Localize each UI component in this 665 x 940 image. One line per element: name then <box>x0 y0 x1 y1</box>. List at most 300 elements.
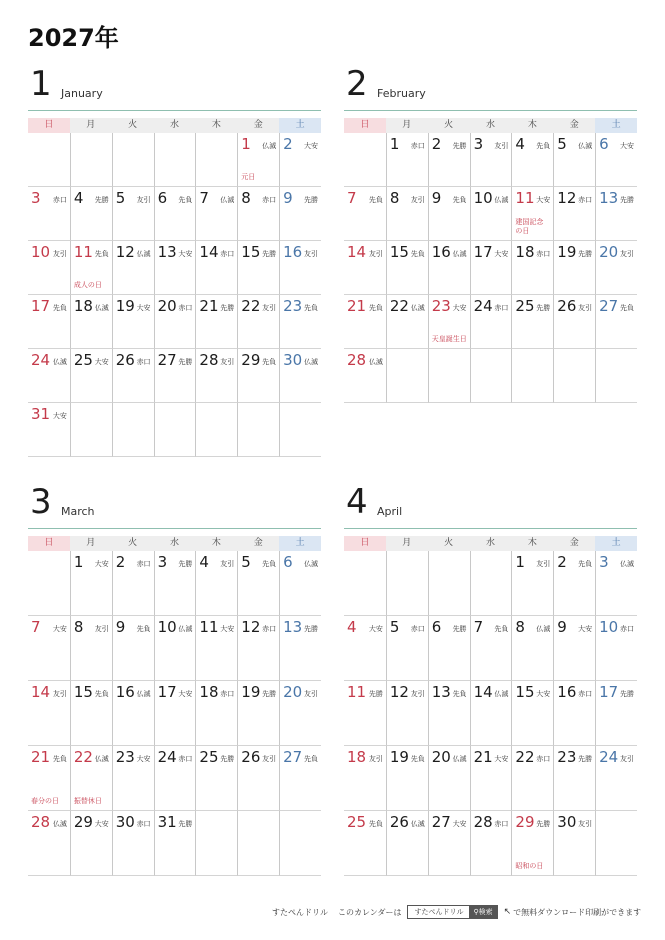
rokuyo-label: 仏滅 <box>52 358 67 366</box>
day-cell <box>154 746 196 811</box>
day-number: 11 <box>73 243 93 261</box>
day-number: 25 <box>199 748 219 766</box>
day-cell <box>28 616 70 681</box>
rokuyo-label: 仏滅 <box>136 690 151 698</box>
empty-cell <box>195 811 237 876</box>
day-cell <box>70 349 112 403</box>
weekday-sat: 土 <box>595 118 637 133</box>
day-cell <box>344 187 386 241</box>
day-number: 25 <box>515 297 535 315</box>
month-number: 4 <box>346 482 368 522</box>
weekday-tue: 火 <box>428 536 470 551</box>
day-number: 21 <box>347 297 367 315</box>
month-header <box>28 64 321 111</box>
rokuyo-label: 大安 <box>494 250 509 258</box>
rokuyo-label: 友引 <box>262 304 277 312</box>
day-cell <box>553 746 595 811</box>
day-number: 22 <box>389 297 409 315</box>
day-number: 10 <box>599 618 619 636</box>
day-number: 8 <box>73 618 84 636</box>
day-number: 16 <box>115 683 135 701</box>
day-cell <box>344 241 386 295</box>
rokuyo-label: 先負 <box>262 358 277 366</box>
day-cell <box>428 616 470 681</box>
day-cell <box>511 187 553 241</box>
weekday-fri: 金 <box>237 118 279 133</box>
day-number: 26 <box>241 748 261 766</box>
weekday-mon: 月 <box>70 118 112 133</box>
day-cell <box>470 133 512 187</box>
day-number: 6 <box>599 135 609 153</box>
day-cell <box>553 133 595 187</box>
day-cell <box>386 133 428 187</box>
day-number: 8 <box>241 189 251 207</box>
rokuyo-label: 先勝 <box>262 690 277 698</box>
day-cell <box>511 811 553 876</box>
day-number: 11 <box>199 618 219 636</box>
day-number: 28 <box>31 813 51 831</box>
day-number: 7 <box>199 189 209 207</box>
day-cell <box>511 295 553 349</box>
day-cell <box>237 349 279 403</box>
day-cell <box>553 551 595 616</box>
rokuyo-label: 大安 <box>136 755 151 763</box>
rokuyo-label: 先勝 <box>578 250 593 258</box>
day-number: 12 <box>241 618 261 636</box>
rokuyo-label: 大安 <box>620 142 634 150</box>
rokuyo-label: 仏滅 <box>136 250 151 258</box>
rokuyo-label: 先負 <box>452 690 467 698</box>
day-number: 24 <box>31 351 51 369</box>
footer-prefix: このカレンダーは <box>338 907 402 917</box>
day-number: 26 <box>115 351 135 369</box>
day-cell <box>112 746 154 811</box>
rokuyo-label: 友引 <box>578 820 593 828</box>
day-cell <box>511 241 553 295</box>
rokuyo-label: 仏滅 <box>452 755 467 763</box>
footer-suffix: で無料ダウンロード印刷ができます <box>513 907 642 917</box>
day-cell <box>154 241 196 295</box>
rokuyo-label: 友引 <box>368 755 383 763</box>
footer-search-button[interactable] <box>469 906 496 918</box>
day-number: 26 <box>557 297 577 315</box>
day-cell <box>595 746 637 811</box>
weekday-sat: 土 <box>279 118 321 133</box>
rokuyo-label: 先負 <box>304 304 318 312</box>
footer <box>272 905 641 919</box>
day-number: 23 <box>115 748 135 766</box>
day-number: 22 <box>241 297 261 315</box>
day-cell <box>279 295 321 349</box>
weekday-fri: 金 <box>553 118 595 133</box>
day-number: 2 <box>431 135 442 153</box>
day-number: 7 <box>473 618 484 636</box>
weekday-wed: 水 <box>154 118 196 133</box>
day-number: 12 <box>389 683 409 701</box>
rokuyo-label: 赤口 <box>410 142 425 150</box>
day-number: 23 <box>431 297 451 315</box>
weekday-sat: 土 <box>595 536 637 551</box>
rokuyo-label: 先勝 <box>178 560 193 568</box>
day-cell <box>70 187 112 241</box>
day-cell <box>70 295 112 349</box>
day-cell <box>28 403 70 457</box>
rokuyo-label: 仏滅 <box>620 560 634 568</box>
rokuyo-label: 先負 <box>52 304 67 312</box>
weekday-thu: 木 <box>511 536 553 551</box>
day-cell <box>112 349 154 403</box>
day-cell <box>553 616 595 681</box>
holiday-label: 昭和の日 <box>515 862 544 870</box>
weekday-wed: 水 <box>470 536 512 551</box>
day-cell <box>511 551 553 616</box>
day-cell <box>511 681 553 746</box>
rokuyo-label: 先勝 <box>536 304 551 312</box>
day-number: 21 <box>31 748 51 766</box>
rokuyo-label: 友引 <box>52 690 67 698</box>
calendar-grid <box>344 133 637 403</box>
day-number: 31 <box>157 813 177 831</box>
rokuyo-label: 先負 <box>620 304 634 312</box>
day-cell <box>237 746 279 811</box>
day-number: 22 <box>515 748 535 766</box>
day-cell <box>470 241 512 295</box>
day-number: 20 <box>599 243 619 261</box>
month-number: 2 <box>346 64 368 104</box>
day-number: 3 <box>157 553 168 571</box>
rokuyo-label: 先勝 <box>262 250 277 258</box>
day-number: 16 <box>283 243 303 261</box>
rokuyo-label: 先勝 <box>452 625 467 633</box>
empty-cell <box>154 133 196 187</box>
day-number: 4 <box>73 189 84 207</box>
day-cell <box>28 349 70 403</box>
weekday-header-row <box>28 118 321 133</box>
rokuyo-label: 先勝 <box>304 625 318 633</box>
day-cell <box>112 241 154 295</box>
day-number: 20 <box>157 297 177 315</box>
empty-cell <box>195 403 237 457</box>
empty-cell <box>195 133 237 187</box>
day-number: 1 <box>73 553 84 571</box>
rokuyo-label: 先負 <box>452 196 467 204</box>
rokuyo-label: 仏滅 <box>452 250 467 258</box>
day-cell <box>279 681 321 746</box>
day-cell <box>344 681 386 746</box>
rokuyo-label: 友引 <box>620 755 634 763</box>
empty-cell <box>553 349 595 403</box>
calendar-grid <box>28 133 321 457</box>
day-cell <box>428 746 470 811</box>
empty-cell <box>237 403 279 457</box>
rokuyo-label: 仏滅 <box>94 755 109 763</box>
rokuyo-label: 仏滅 <box>410 304 425 312</box>
day-cell <box>112 811 154 876</box>
empty-cell <box>28 133 70 187</box>
day-cell <box>154 616 196 681</box>
day-number: 7 <box>347 189 357 207</box>
day-number: 24 <box>599 748 619 766</box>
weekday-fri: 金 <box>237 536 279 551</box>
weekday-thu: 木 <box>511 118 553 133</box>
empty-cell <box>70 403 112 457</box>
weekday-thu: 木 <box>195 118 237 133</box>
rokuyo-label: 先負 <box>578 560 593 568</box>
day-number: 28 <box>347 351 367 369</box>
day-number: 12 <box>557 189 577 207</box>
day-cell <box>511 746 553 811</box>
rokuyo-label: 赤口 <box>220 250 235 258</box>
day-cell <box>386 811 428 876</box>
day-cell <box>154 811 196 876</box>
rokuyo-label: 仏滅 <box>494 690 509 698</box>
day-cell <box>279 746 321 811</box>
day-cell <box>470 811 512 876</box>
day-number: 10 <box>473 189 493 207</box>
rokuyo-label: 仏滅 <box>52 820 67 828</box>
day-cell <box>154 295 196 349</box>
year-title: 2027年 <box>28 24 119 52</box>
weekday-tue: 火 <box>112 118 154 133</box>
day-cell <box>195 551 237 616</box>
day-cell <box>553 811 595 876</box>
day-number: 19 <box>389 748 409 766</box>
day-cell <box>553 295 595 349</box>
rokuyo-label: 先勝 <box>620 690 634 698</box>
day-number: 26 <box>389 813 409 831</box>
day-number: 4 <box>347 618 357 636</box>
rokuyo-label: 大安 <box>178 690 193 698</box>
rokuyo-label: 大安 <box>368 625 383 633</box>
rokuyo-label: 友引 <box>578 304 593 312</box>
rokuyo-label: 大安 <box>94 560 109 568</box>
empty-cell <box>112 403 154 457</box>
day-cell <box>70 746 112 811</box>
month-header <box>344 482 637 529</box>
weekday-sun: 日 <box>28 118 70 133</box>
day-number: 22 <box>73 748 93 766</box>
weekday-sun: 日 <box>344 536 386 551</box>
day-cell <box>386 616 428 681</box>
rokuyo-label: 大安 <box>452 304 467 312</box>
day-cell <box>112 616 154 681</box>
rokuyo-label: 先勝 <box>178 358 193 366</box>
day-cell <box>237 681 279 746</box>
day-number: 27 <box>431 813 451 831</box>
day-number: 5 <box>389 618 400 636</box>
day-number: 18 <box>199 683 219 701</box>
rokuyo-label: 先負 <box>368 196 383 204</box>
day-number: 23 <box>557 748 577 766</box>
rokuyo-label: 友引 <box>304 690 318 698</box>
day-number: 10 <box>31 243 51 261</box>
rokuyo-label: 友引 <box>368 250 383 258</box>
day-cell <box>195 681 237 746</box>
footer-search-text: すたぺんドリル <box>414 908 464 916</box>
rokuyo-label: 大安 <box>536 690 551 698</box>
rokuyo-label: 先負 <box>494 625 509 633</box>
empty-cell <box>344 133 386 187</box>
calendar-grid <box>28 551 321 876</box>
rokuyo-label: 赤口 <box>178 755 193 763</box>
rokuyo-label: 赤口 <box>136 358 151 366</box>
footer-site-name: すたぺんドリル <box>272 907 328 917</box>
month-header <box>344 64 637 111</box>
empty-cell <box>595 349 637 403</box>
empty-cell <box>428 349 470 403</box>
day-number: 5 <box>115 189 126 207</box>
weekday-tue: 火 <box>112 536 154 551</box>
day-number: 8 <box>389 189 400 207</box>
day-number: 3 <box>599 553 609 571</box>
weekday-fri: 金 <box>553 536 595 551</box>
day-cell <box>470 616 512 681</box>
day-cell <box>344 746 386 811</box>
day-number: 9 <box>115 618 126 636</box>
weekday-mon: 月 <box>386 536 428 551</box>
empty-cell <box>154 403 196 457</box>
day-cell <box>470 295 512 349</box>
day-cell <box>428 187 470 241</box>
day-number: 13 <box>157 243 177 261</box>
rokuyo-label: 先勝 <box>94 196 109 204</box>
footer-search-button-label: 検索 <box>478 908 493 916</box>
day-cell <box>195 187 237 241</box>
day-number: 27 <box>599 297 619 315</box>
rokuyo-label: 仏滅 <box>578 142 593 150</box>
day-cell <box>195 241 237 295</box>
day-cell <box>70 681 112 746</box>
day-number: 23 <box>283 297 303 315</box>
day-number: 17 <box>31 297 51 315</box>
rokuyo-label: 先負 <box>94 250 109 258</box>
day-cell <box>70 811 112 876</box>
footer-search-box[interactable] <box>407 905 497 919</box>
month-april <box>344 482 637 876</box>
rokuyo-label: 友引 <box>620 250 634 258</box>
rokuyo-label: 赤口 <box>262 196 277 204</box>
rokuyo-label: 赤口 <box>220 690 235 698</box>
day-cell <box>595 616 637 681</box>
day-number: 7 <box>31 618 41 636</box>
day-number: 12 <box>115 243 135 261</box>
day-number: 27 <box>283 748 303 766</box>
day-cell <box>237 241 279 295</box>
day-number: 30 <box>557 813 577 831</box>
day-cell <box>28 295 70 349</box>
rokuyo-label: 先勝 <box>536 820 551 828</box>
rokuyo-label: 仏滅 <box>304 358 318 366</box>
day-cell <box>428 295 470 349</box>
day-number: 1 <box>389 135 400 153</box>
day-number: 5 <box>557 135 567 153</box>
rokuyo-label: 先勝 <box>452 142 467 150</box>
rokuyo-label: 先負 <box>178 196 193 204</box>
day-number: 15 <box>241 243 261 261</box>
day-number: 16 <box>431 243 451 261</box>
rokuyo-label: 先負 <box>52 755 67 763</box>
rokuyo-label: 赤口 <box>620 625 634 633</box>
day-number: 6 <box>431 618 442 636</box>
rokuyo-label: 先負 <box>410 250 425 258</box>
rokuyo-label: 仏滅 <box>368 358 383 366</box>
day-cell <box>195 295 237 349</box>
weekday-tue: 火 <box>428 118 470 133</box>
day-cell <box>112 681 154 746</box>
day-cell <box>195 616 237 681</box>
day-number: 18 <box>347 748 367 766</box>
day-cell <box>279 241 321 295</box>
day-number: 24 <box>157 748 177 766</box>
day-number: 29 <box>73 813 93 831</box>
day-cell <box>70 551 112 616</box>
rokuyo-label: 先負 <box>304 755 318 763</box>
rokuyo-label: 友引 <box>304 250 318 258</box>
day-number: 5 <box>241 553 251 571</box>
rokuyo-label: 友引 <box>220 358 235 366</box>
month-name: February <box>377 87 426 100</box>
weekday-sat: 土 <box>279 536 321 551</box>
rokuyo-label: 大安 <box>536 196 551 204</box>
day-cell <box>279 187 321 241</box>
day-cell <box>28 187 70 241</box>
day-cell <box>112 187 154 241</box>
day-cell <box>154 681 196 746</box>
day-number: 15 <box>515 683 535 701</box>
rokuyo-label: 赤口 <box>578 196 593 204</box>
day-cell <box>428 681 470 746</box>
day-number: 21 <box>473 748 493 766</box>
rokuyo-label: 先勝 <box>304 196 318 204</box>
rokuyo-label: 赤口 <box>52 196 67 204</box>
rokuyo-label: 赤口 <box>578 690 593 698</box>
rokuyo-label: 友引 <box>536 560 551 568</box>
month-february <box>344 64 637 403</box>
rokuyo-label: 先負 <box>368 820 383 828</box>
day-number: 28 <box>473 813 493 831</box>
day-number: 19 <box>241 683 261 701</box>
day-number: 14 <box>347 243 367 261</box>
month-number: 1 <box>30 64 52 104</box>
day-cell <box>237 295 279 349</box>
day-cell <box>428 133 470 187</box>
day-cell <box>237 133 279 187</box>
rokuyo-label: 大安 <box>94 358 109 366</box>
empty-cell <box>279 811 321 876</box>
day-cell <box>237 551 279 616</box>
rokuyo-label: 大安 <box>494 755 509 763</box>
day-cell <box>428 241 470 295</box>
day-number: 25 <box>73 351 93 369</box>
day-number: 3 <box>473 135 484 153</box>
day-number: 2 <box>115 553 126 571</box>
day-cell <box>154 349 196 403</box>
day-cell <box>279 349 321 403</box>
rokuyo-label: 赤口 <box>262 625 277 633</box>
rokuyo-label: 友引 <box>52 250 67 258</box>
rokuyo-label: 友引 <box>410 690 425 698</box>
day-number: 31 <box>31 405 51 423</box>
rokuyo-label: 仏滅 <box>410 820 425 828</box>
rokuyo-label: 大安 <box>220 625 235 633</box>
empty-cell <box>386 349 428 403</box>
rokuyo-label: 先勝 <box>368 690 383 698</box>
day-cell <box>470 681 512 746</box>
empty-cell <box>344 551 386 616</box>
empty-cell <box>386 551 428 616</box>
month-january <box>28 64 321 457</box>
rokuyo-label: 先負 <box>536 142 551 150</box>
